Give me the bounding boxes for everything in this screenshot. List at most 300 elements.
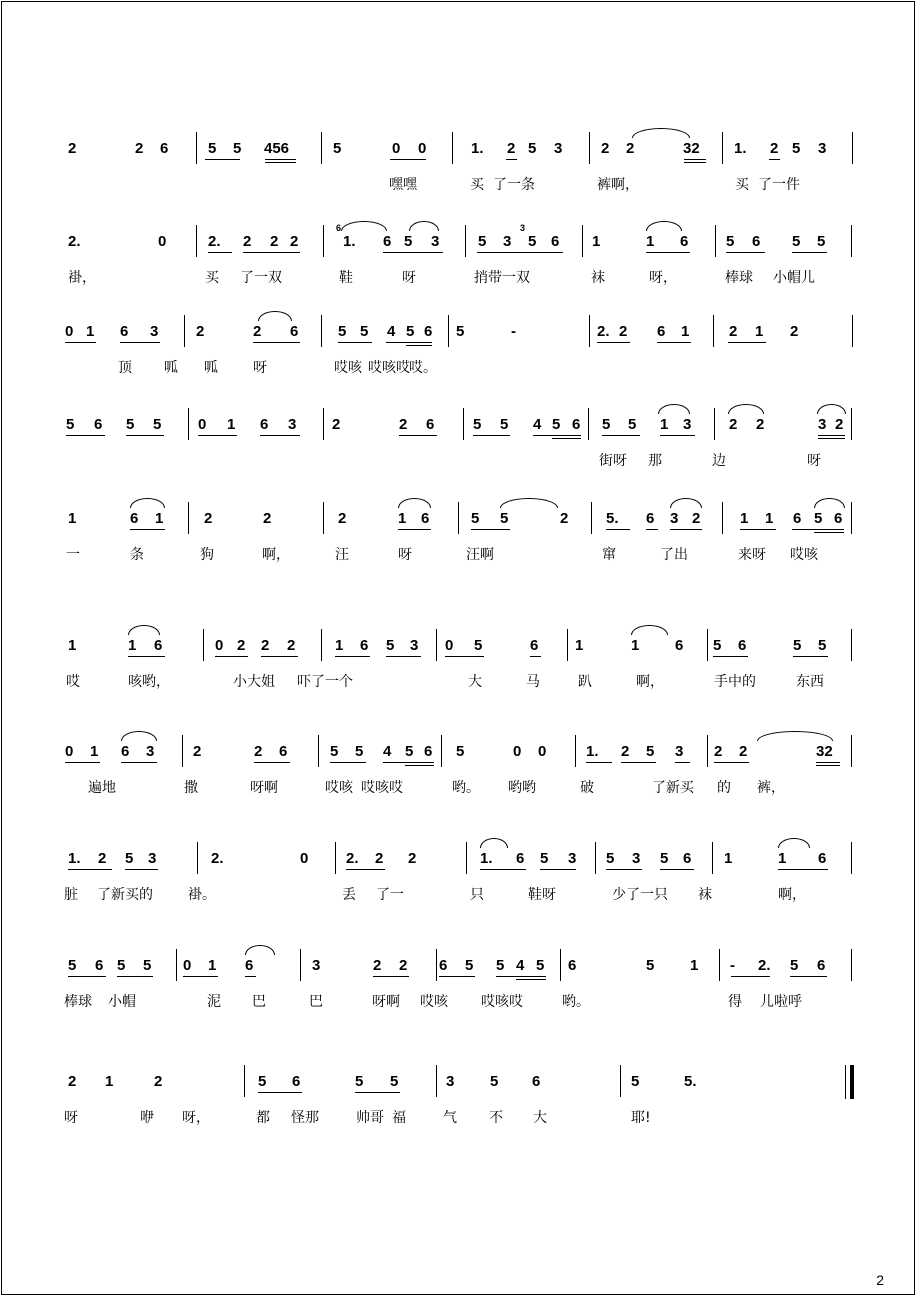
jianpu-note: 6 xyxy=(260,416,269,433)
notation-system xyxy=(0,510,918,570)
duration-underline xyxy=(68,976,106,977)
lyric-text: 裤， xyxy=(757,780,785,796)
lyric-text: 呀 xyxy=(64,1110,78,1126)
barline xyxy=(323,225,324,257)
jianpu-note: 2 xyxy=(253,323,262,340)
jianpu-note: 2 xyxy=(193,743,202,760)
lyric-text: 巴 xyxy=(252,994,266,1010)
lyric-text: 马 xyxy=(526,674,540,690)
duration-underline xyxy=(126,435,164,436)
barline xyxy=(196,225,197,257)
jianpu-note: 5 xyxy=(117,957,126,974)
duration-underline xyxy=(792,529,844,530)
barline xyxy=(188,408,189,440)
barline xyxy=(588,408,589,440)
barline xyxy=(589,315,590,347)
jianpu-note: 1 xyxy=(208,957,217,974)
jianpu-note: 0 xyxy=(65,323,74,340)
jianpu-note: 2. xyxy=(211,850,224,867)
lyric-text: 了一双 xyxy=(240,270,282,286)
duration-underline xyxy=(726,252,765,253)
duration-underline xyxy=(373,976,409,977)
duration-underline xyxy=(714,762,749,763)
lyric-text: 哎咳 xyxy=(420,994,448,1010)
lyric-text: 褂。 xyxy=(188,887,216,903)
lyric-text: 哎咳 xyxy=(334,360,362,376)
jianpu-note: 0 xyxy=(538,743,547,760)
jianpu-note: 6 xyxy=(439,957,448,974)
jianpu-note: 0 xyxy=(158,233,167,250)
lyric-text: 呀 xyxy=(398,547,412,563)
jianpu-note: 2 xyxy=(338,510,347,527)
duration-underline xyxy=(198,435,237,436)
jianpu-note: 6 xyxy=(121,743,130,760)
duration-underline xyxy=(383,252,443,253)
duration-underline xyxy=(769,159,780,160)
jianpu-note: 5 xyxy=(66,416,75,433)
lyric-row xyxy=(0,779,918,799)
duration-underline xyxy=(602,435,640,436)
jianpu-note: 2. xyxy=(597,323,610,340)
jianpu-note: 1 xyxy=(631,637,640,654)
jianpu-note: 6 xyxy=(421,510,430,527)
barline xyxy=(323,408,324,440)
lyric-text: 棒球 xyxy=(64,994,92,1010)
jianpu-note: 2 xyxy=(373,957,382,974)
jianpu-note: 1 xyxy=(128,637,137,654)
jianpu-note: 5 xyxy=(390,1073,399,1090)
lyric-text: 汪 xyxy=(335,547,349,563)
lyric-text: 哎 xyxy=(66,674,80,690)
lyric-text: 趴 xyxy=(578,674,592,690)
jianpu-note: 2 xyxy=(261,637,270,654)
jianpu-note: 3 xyxy=(410,637,419,654)
jianpu-note: 4 xyxy=(387,323,396,340)
jianpu-note: 2 xyxy=(68,1073,77,1090)
lyric-text: 汪啊 xyxy=(466,547,494,563)
lyric-text: 哟。 xyxy=(452,780,480,796)
barline xyxy=(715,225,716,257)
lyric-text: 咿 xyxy=(140,1110,154,1126)
barline xyxy=(335,842,336,874)
jianpu-note: 5 xyxy=(355,1073,364,1090)
barline xyxy=(851,225,852,257)
jianpu-note: 5 xyxy=(360,323,369,340)
jianpu-note: 5 xyxy=(631,1073,640,1090)
jianpu-note: 6 xyxy=(551,233,560,250)
double-underline xyxy=(814,532,844,533)
jianpu-note: 5 xyxy=(817,233,826,250)
jianpu-note: 1 xyxy=(575,637,584,654)
lyric-text: 条 xyxy=(130,547,144,563)
lyric-text: 呀 xyxy=(807,453,821,469)
jianpu-note: 2 xyxy=(601,140,610,157)
lyric-text: 丢 xyxy=(342,887,356,903)
jianpu-note: 2 xyxy=(770,140,779,157)
jianpu-note: 5 xyxy=(500,510,509,527)
barline xyxy=(707,629,708,661)
lyric-text: 小帽 xyxy=(108,994,136,1010)
lyric-text: 脏 xyxy=(64,887,78,903)
duration-underline xyxy=(540,869,576,870)
lyric-text: 袜 xyxy=(591,270,605,286)
jianpu-note: 3 xyxy=(446,1073,455,1090)
jianpu-note: 5 xyxy=(471,510,480,527)
lyric-row xyxy=(0,1109,918,1129)
barline xyxy=(851,842,852,874)
lyric-text: 啊， xyxy=(636,674,664,690)
jianpu-note: 3 xyxy=(148,850,157,867)
jianpu-note: 5 xyxy=(552,416,561,433)
lyric-text: 褂， xyxy=(68,270,96,286)
jianpu-note: 1 xyxy=(765,510,774,527)
duration-underline xyxy=(265,159,296,160)
duration-underline xyxy=(258,1092,302,1093)
duration-underline xyxy=(335,656,370,657)
lyric-text: 巴 xyxy=(309,994,323,1010)
lyric-text: 呀啊 xyxy=(372,994,400,1010)
duration-underline xyxy=(330,762,366,763)
jianpu-note: 5 xyxy=(474,637,483,654)
duration-underline xyxy=(675,762,690,763)
jianpu-note: 5 xyxy=(660,850,669,867)
jianpu-note: 6 xyxy=(752,233,761,250)
lyric-text: 吓了一个 xyxy=(297,674,353,690)
jianpu-note: 5 xyxy=(646,957,655,974)
barline xyxy=(197,842,198,874)
duration-underline xyxy=(506,159,517,160)
barline xyxy=(176,949,177,981)
jianpu-note: 5 xyxy=(406,323,415,340)
jianpu-note: 3 xyxy=(632,850,641,867)
jianpu-note: 2. xyxy=(68,233,81,250)
jianpu-note: 6 xyxy=(646,510,655,527)
lyric-text: 呀啊 xyxy=(250,780,278,796)
jianpu-note: 5 xyxy=(338,323,347,340)
jianpu-note: 6 xyxy=(424,323,433,340)
lyric-text: 捎带一双 xyxy=(474,270,530,286)
jianpu-note: 1 xyxy=(690,957,699,974)
duration-underline xyxy=(606,529,630,530)
jianpu-note: 6 xyxy=(94,416,103,433)
jianpu-note: 1 xyxy=(646,233,655,250)
barline xyxy=(591,502,592,534)
duration-underline xyxy=(816,762,840,763)
barline xyxy=(851,735,852,767)
jianpu-note: 2 xyxy=(375,850,384,867)
barline xyxy=(318,735,319,767)
jianpu-note: 2. xyxy=(758,957,771,974)
lyric-text: 得 xyxy=(728,994,742,1010)
duration-underline xyxy=(657,342,691,343)
jianpu-note: 2 xyxy=(98,850,107,867)
jianpu-note: 1. xyxy=(68,850,81,867)
lyric-text: 鞋呀 xyxy=(528,887,556,903)
lyric-row xyxy=(0,886,918,906)
barline xyxy=(575,735,576,767)
lyric-text: 哟。 xyxy=(562,994,590,1010)
lyric-text: 鞋 xyxy=(339,270,353,286)
jianpu-note: 5 xyxy=(258,1073,267,1090)
jianpu-note: 4 xyxy=(533,416,542,433)
jianpu-note: 2 xyxy=(729,323,738,340)
jianpu-note: 6 xyxy=(532,1073,541,1090)
jianpu-note: 6 xyxy=(154,637,163,654)
jianpu-note: 0 xyxy=(513,743,522,760)
duration-underline xyxy=(355,1092,400,1093)
jianpu-note: 1. xyxy=(586,743,599,760)
jianpu-note: 6 xyxy=(360,637,369,654)
jianpu-note: 2 xyxy=(254,743,263,760)
jianpu-note: 5. xyxy=(606,510,619,527)
lyric-text: 窜 xyxy=(602,547,616,563)
jianpu-note: 2 xyxy=(237,637,246,654)
jianpu-note: 2 xyxy=(739,743,748,760)
lyric-text: 棒球 xyxy=(725,270,753,286)
lyric-text: 了新买的 xyxy=(97,887,153,903)
lyric-text: 呀， xyxy=(649,270,677,286)
jianpu-note: 6 xyxy=(568,957,577,974)
barline xyxy=(463,408,464,440)
jianpu-note: 3 xyxy=(288,416,297,433)
grace-note: 6 xyxy=(336,223,342,233)
lyric-text: 了新买 xyxy=(652,780,694,796)
jianpu-note: 5 xyxy=(208,140,217,157)
jianpu-note: 1. xyxy=(343,233,356,250)
lyric-text: 都 xyxy=(256,1110,270,1126)
jianpu-note: 5 xyxy=(456,743,465,760)
barline xyxy=(458,502,459,534)
barline xyxy=(436,949,437,981)
lyric-text: 嘿嘿 xyxy=(389,177,417,193)
barline xyxy=(441,735,442,767)
jianpu-note: 2 xyxy=(287,637,296,654)
notation-system xyxy=(0,140,918,200)
jianpu-note: 5 xyxy=(528,140,537,157)
jianpu-note: 3 xyxy=(568,850,577,867)
lyric-text: 东西 xyxy=(796,674,824,690)
lyric-text: 泥 xyxy=(207,994,221,1010)
barline xyxy=(188,502,189,534)
duration-underline xyxy=(120,342,160,343)
note-row xyxy=(0,743,918,767)
duration-underline xyxy=(473,435,510,436)
jianpu-note: 1 xyxy=(155,510,164,527)
lyric-text: 呱 xyxy=(204,360,218,376)
jianpu-note: 5 xyxy=(536,957,545,974)
lyric-text: 帅哥 xyxy=(356,1110,384,1126)
duration-underline xyxy=(646,529,658,530)
lyric-text: 不 xyxy=(489,1110,503,1126)
barline xyxy=(714,408,715,440)
duration-underline xyxy=(646,252,690,253)
jianpu-note: 2 xyxy=(332,416,341,433)
jianpu-note: 5 xyxy=(713,637,722,654)
notation-system xyxy=(0,416,918,476)
jianpu-note: 1 xyxy=(681,323,690,340)
jianpu-note: 2 xyxy=(135,140,144,157)
lyric-text: 呀 xyxy=(402,270,416,286)
jianpu-note: 32 xyxy=(816,743,833,760)
jianpu-note: 3 xyxy=(818,416,827,433)
jianpu-note: 2 xyxy=(835,416,844,433)
jianpu-note: 6 xyxy=(290,323,299,340)
duration-underline xyxy=(793,656,828,657)
notation-system xyxy=(0,743,918,803)
note-row xyxy=(0,850,918,874)
lyric-text: 哎。 xyxy=(409,360,437,376)
notation-system xyxy=(0,1073,918,1133)
duration-underline xyxy=(121,762,157,763)
lyric-text: 哎咳 xyxy=(790,547,818,563)
barline xyxy=(722,132,723,164)
jianpu-note: 5 xyxy=(404,233,413,250)
jianpu-note: 1 xyxy=(778,850,787,867)
jianpu-note: 4 xyxy=(516,957,525,974)
lyric-text: 来呀 xyxy=(738,547,766,563)
duration-underline xyxy=(778,869,828,870)
lyric-text: 儿啦呼 xyxy=(760,994,802,1010)
duration-underline xyxy=(130,529,165,530)
jianpu-note: 6 xyxy=(160,140,169,157)
jianpu-note: 4 xyxy=(383,743,392,760)
duration-underline xyxy=(205,159,240,160)
lyric-text: 哎咳 xyxy=(325,780,353,796)
jianpu-note: 6 xyxy=(130,510,139,527)
jianpu-note: 0 xyxy=(65,743,74,760)
lyric-row xyxy=(0,546,918,566)
jianpu-note: 0 xyxy=(300,850,309,867)
jianpu-note: 3 xyxy=(675,743,684,760)
barline xyxy=(184,315,185,347)
jianpu-note: 2 xyxy=(756,416,765,433)
duration-underline xyxy=(125,869,158,870)
jianpu-note: 3 xyxy=(146,743,155,760)
lyric-row xyxy=(0,673,918,693)
jianpu-note: 2 xyxy=(692,510,701,527)
duration-underline xyxy=(586,762,612,763)
lyric-text: 撒 xyxy=(184,780,198,796)
jianpu-note: 3 xyxy=(503,233,512,250)
lyric-text: 耶! xyxy=(631,1110,651,1126)
jianpu-note: 1 xyxy=(592,233,601,250)
barline xyxy=(851,408,852,440)
duration-underline xyxy=(65,762,100,763)
jianpu-note: 2 xyxy=(619,323,628,340)
double-underline xyxy=(405,765,434,766)
barline xyxy=(323,502,324,534)
duration-underline xyxy=(386,342,432,343)
barline xyxy=(851,949,852,981)
jianpu-note: 6 xyxy=(95,957,104,974)
jianpu-note: 3 xyxy=(818,140,827,157)
jianpu-note: 5 xyxy=(126,416,135,433)
duration-underline xyxy=(660,869,694,870)
final-barline xyxy=(845,1065,854,1099)
jianpu-note: 1 xyxy=(335,637,344,654)
lyric-text: 裤啊， xyxy=(597,177,639,193)
jianpu-note: 5 xyxy=(602,416,611,433)
duration-underline xyxy=(530,656,541,657)
jianpu-note: 6 xyxy=(680,233,689,250)
duration-underline xyxy=(261,656,298,657)
lyric-text: 街呀 xyxy=(599,453,627,469)
jianpu-note: 2 xyxy=(790,323,799,340)
jianpu-note: 2. xyxy=(208,233,221,250)
jianpu-note: - xyxy=(730,957,735,974)
lyric-text: 怪那 xyxy=(291,1110,319,1126)
jianpu-note: 5 xyxy=(465,957,474,974)
double-underline xyxy=(552,438,581,439)
barline xyxy=(852,132,853,164)
barline xyxy=(722,502,723,534)
jianpu-note: 3 xyxy=(670,510,679,527)
lyric-text: 呀 xyxy=(253,360,267,376)
jianpu-note: 5 xyxy=(628,416,637,433)
barline xyxy=(321,629,322,661)
note-row xyxy=(0,637,918,661)
jianpu-note: 5 xyxy=(330,743,339,760)
barline xyxy=(851,629,852,661)
barline xyxy=(203,629,204,661)
duration-underline xyxy=(338,342,372,343)
lyric-text: 啊， xyxy=(778,887,806,903)
grace-note: 3 xyxy=(520,223,526,233)
lyric-text: 大 xyxy=(468,674,482,690)
barline xyxy=(466,842,467,874)
jianpu-note: 6 xyxy=(818,850,827,867)
jianpu-note: 5 xyxy=(793,637,802,654)
jianpu-note: 5 xyxy=(726,233,735,250)
lyric-text: 破 xyxy=(580,780,594,796)
lyric-text: 边 xyxy=(712,453,726,469)
lyric-text: 大 xyxy=(533,1110,547,1126)
jianpu-note: 2 xyxy=(154,1073,163,1090)
jianpu-note: 2 xyxy=(714,743,723,760)
jianpu-note: 6 xyxy=(675,637,684,654)
duration-underline xyxy=(445,656,484,657)
jianpu-note: 5 xyxy=(386,637,395,654)
duration-underline xyxy=(208,252,232,253)
jianpu-note: - xyxy=(511,323,516,340)
barline xyxy=(448,315,449,347)
jianpu-note: 5 xyxy=(814,510,823,527)
jianpu-note: 1 xyxy=(724,850,733,867)
lyric-row xyxy=(0,452,918,472)
jianpu-note: 6 xyxy=(292,1073,301,1090)
barline xyxy=(707,735,708,767)
jianpu-note: 2 xyxy=(263,510,272,527)
lyric-text: 的 xyxy=(717,780,731,796)
duration-underline xyxy=(660,435,695,436)
jianpu-note: 0 xyxy=(418,140,427,157)
notation-system xyxy=(0,323,918,383)
double-underline xyxy=(516,979,546,980)
duration-underline xyxy=(597,342,630,343)
duration-underline xyxy=(66,435,105,436)
duration-underline xyxy=(383,762,434,763)
jianpu-note: 5 xyxy=(646,743,655,760)
barline xyxy=(582,225,583,257)
jianpu-note: 6 xyxy=(793,510,802,527)
barline xyxy=(321,315,322,347)
duration-underline xyxy=(731,976,770,977)
lyric-row xyxy=(0,359,918,379)
jianpu-note: 5 xyxy=(490,1073,499,1090)
barline xyxy=(567,629,568,661)
jianpu-note: 1 xyxy=(755,323,764,340)
duration-underline xyxy=(128,656,165,657)
